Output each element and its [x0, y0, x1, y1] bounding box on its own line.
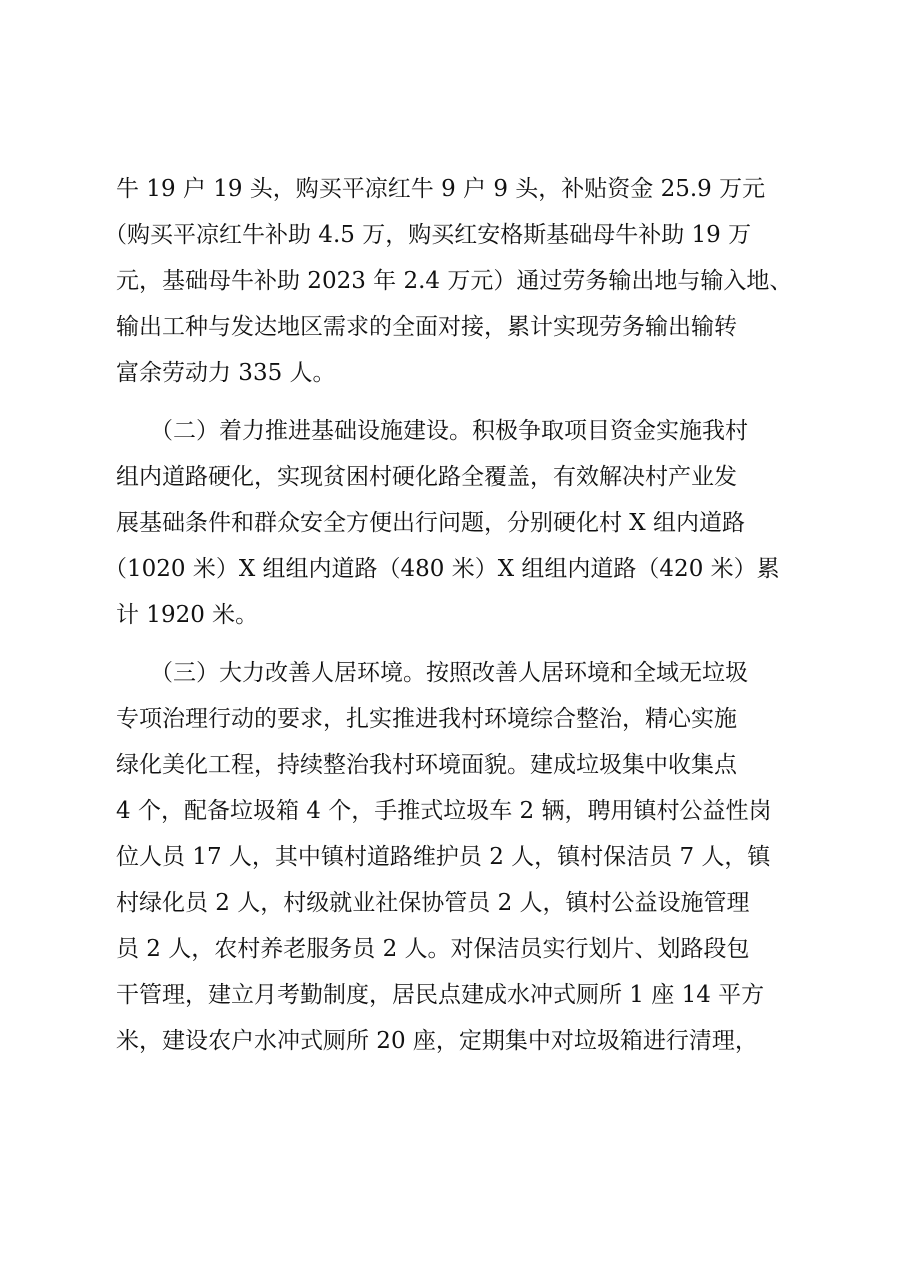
text-line: 位人员 17 人，其中镇村道路维护员 2 人，镇村保洁员 7 人，镇	[116, 844, 771, 870]
text-line: 元，基础母牛补助 2023 年 2.4 万元）通过劳务输出地与输入地、	[116, 268, 793, 294]
text-line: （三）大力改善人居环境。按照改善人居环境和全域无垃圾	[150, 660, 748, 686]
paragraph-livestock-labor	[104, 166, 806, 396]
text-line: 计 1920 米。	[116, 602, 259, 628]
text-line: （1020 米）X 组组内道路（480 米）X 组组内道路（420 米）累	[104, 556, 780, 582]
text-line: 组内道路硬化，实现贫困村硬化路全覆盖，有效解决村产业发	[116, 464, 737, 490]
paragraph-gap	[116, 396, 806, 408]
text-line: 员 2 人，农村养老服务员 2 人。对保洁员实行划片、划路段包	[116, 936, 750, 962]
paragraph-infrastructure	[104, 408, 806, 638]
text-line: 米，建设农户水冲式厕所 20 座，定期集中对垃圾箱进行清理，	[116, 1028, 758, 1054]
text-line: 牛 19 户 19 头，购买平凉红牛 9 户 9 头，补贴资金 25.9 万元	[116, 176, 766, 202]
paragraph-living-environment	[116, 650, 806, 1064]
document-body	[104, 166, 806, 1064]
text-line: 展基础条件和群众安全方便出行问题，分别硬化村 X 组内道路	[116, 510, 745, 536]
paragraph-gap	[116, 638, 806, 650]
text-line: （二）着力推进基础设施建设。积极争取项目资金实施我村	[150, 418, 748, 444]
text-line: 专项治理行动的要求，扎实推进我村环境综合整治，精心实施	[116, 706, 737, 732]
text-line: 富余劳动力 335 人。	[116, 360, 336, 386]
text-line: （购买平凉红牛补助 4.5 万，购买红安格斯基础母牛补助 19 万	[104, 222, 752, 248]
text-line: 输出工种与发达地区需求的全面对接，累计实现劳务输出输转	[116, 314, 737, 340]
text-line: 绿化美化工程，持续整治我村环境面貌。建成垃圾集中收集点	[116, 752, 737, 778]
text-line: 村绿化员 2 人，村级就业社保协管员 2 人，镇村公益设施管理	[116, 890, 750, 916]
text-line: 4 个，配备垃圾箱 4 个，手推式垃圾车 2 辆，聘用镇村公益性岗	[116, 798, 772, 824]
text-line: 干管理，建立月考勤制度，居民点建成水冲式厕所 1 座 14 平方	[116, 982, 765, 1008]
